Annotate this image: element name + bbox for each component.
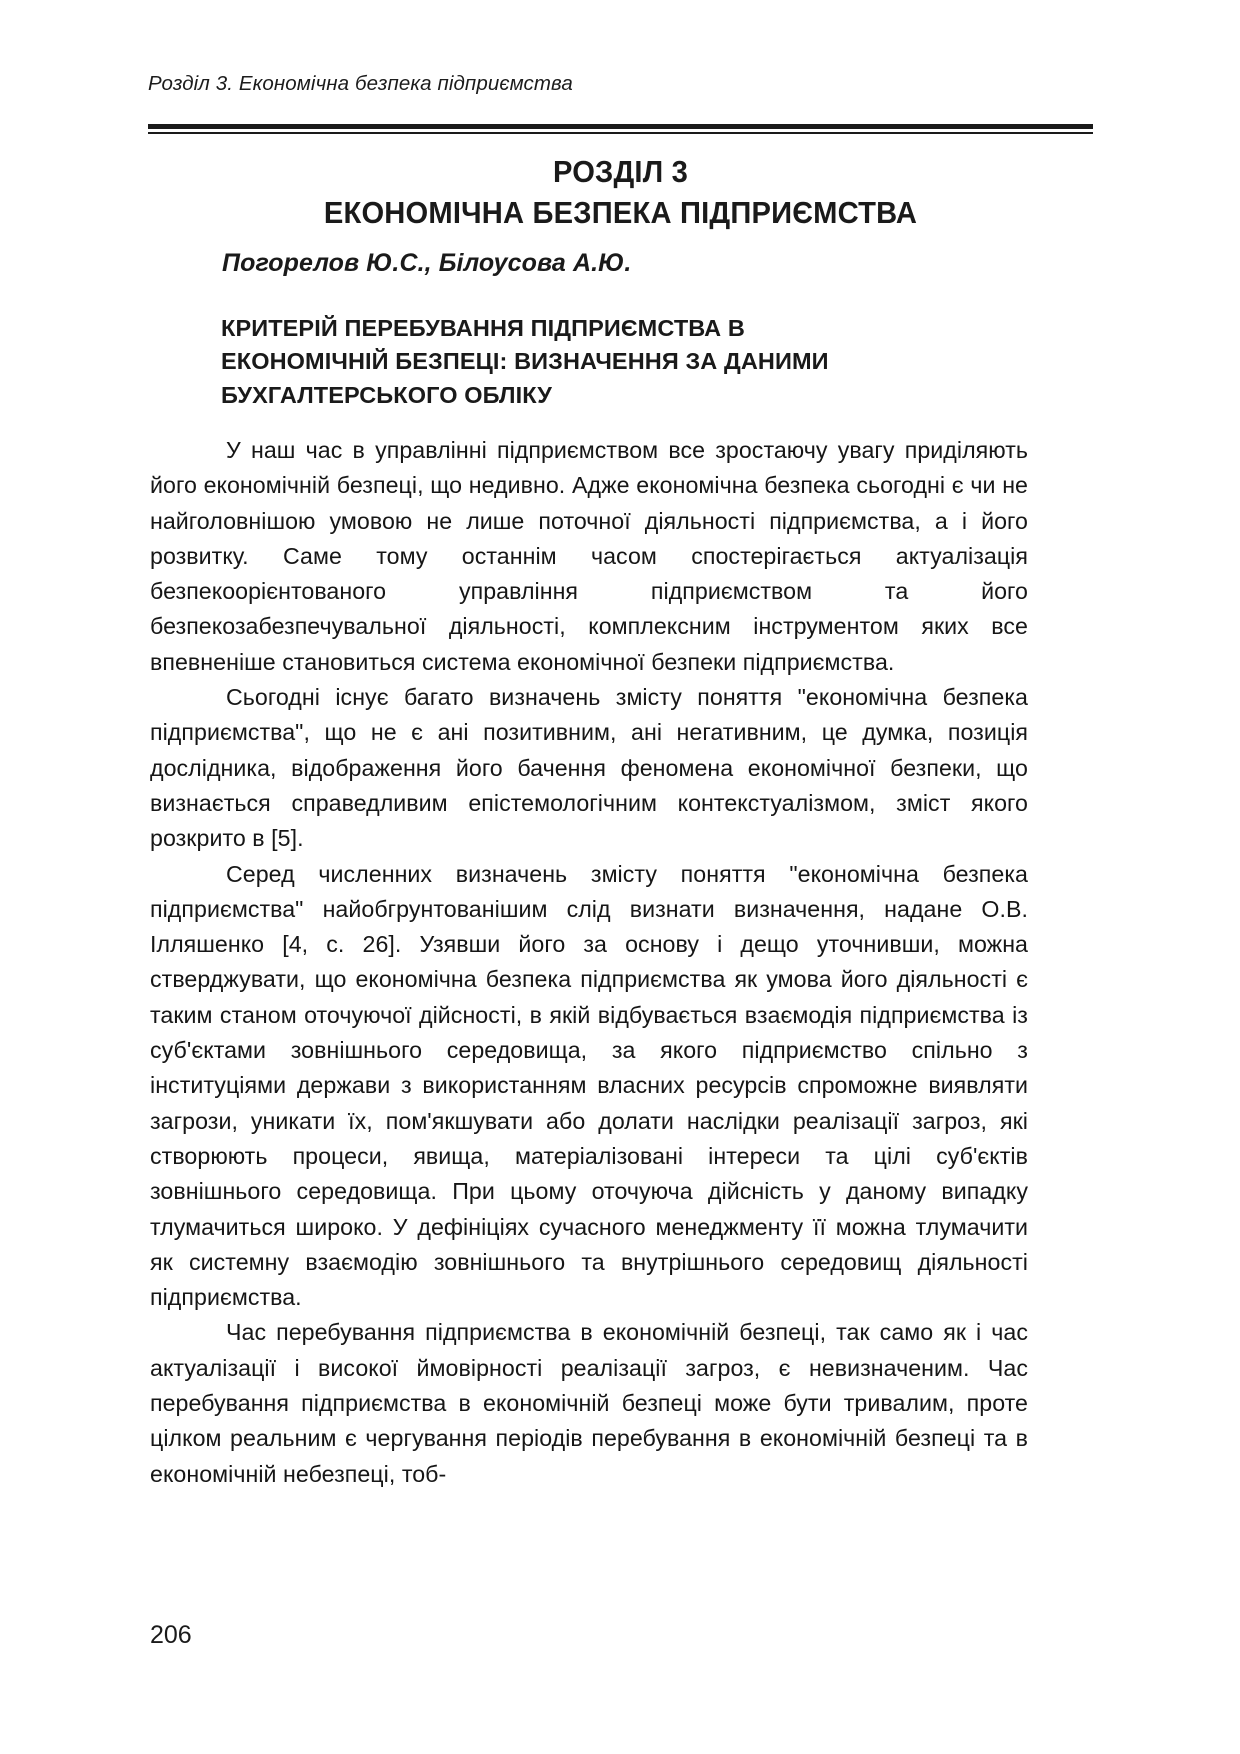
divider-thin-line — [148, 132, 1093, 134]
article-title-line-2: ЕКОНОМІЧНІЙ БЕЗПЕЦІ: ВИЗНАЧЕННЯ ЗА ДАНИМИ — [221, 348, 829, 375]
page-number: 206 — [150, 1621, 192, 1649]
body-paragraph: У наш час в управлінні підприємством все зростаючу увагу приділяють його економічній безпеці, що недивно. Адже економічна безпека сьогодні є чи не найголовнішою умовою не лише поточної діяльності підприємства, а і його розвитку. Саме тому останнім часом спостерігається актуалізація безпекоорієнтованого управління підприємством та його безпекозабезпечувальної діяльності, комплексним інструментом яких все впевненіше становиться система економічної безпеки підприємства. — [150, 437, 1028, 675]
chapter-heading-line-2: ЕКОНОМІЧНА БЕЗПЕКА ПІДПРИЄМСТВА — [323, 194, 918, 230]
article-title — [221, 312, 941, 412]
running-header: Розділ 3. Економічна безпека підприємства — [148, 72, 573, 95]
body-paragraph: Серед численних визначень змісту поняття "економічна безпека підприємства" найобгрунтованішим слід визнати визначення, надане О.В. Ілляшенко [4, с. 26]. Узявши його за основу і дещо уточнивши, можна стверджувати, що економічна безпека підприємства як умова його діяльності є таким станом оточуючої дійсності, в якій відбувається взаємодія підприємства із суб'єктами зовнішнього середовища, за якого підприємство спільно з інституціями держави з використанням власних ресурсів спроможне виявляти загрози, уникати їх, пом'якшувати або долати наслідки реалізації загроз, які створюють процеси, явища, матеріалізовані інтереси та цілі суб'єктів зовнішнього середовища. При цьому оточуюча дійсність у даному випадку тлумачиться широко. У дефініціях сучасного менеджменту її можна тлумачити як системну взаємодію зовнішнього та внутрішнього середовищ діяльності підприємства. — [150, 860, 1028, 1311]
article-title-line-3: БУХГАЛТЕРСЬКОГО ОБЛІКУ — [221, 381, 552, 408]
article-title-line-1: КРИТЕРІЙ ПЕРЕБУВАННЯ ПІДПРИЄМСТВА В — [221, 315, 745, 341]
article-body — [150, 433, 1028, 1492]
chapter-heading — [176, 152, 1064, 234]
chapter-heading-line-1: РОЗДІЛ 3 — [552, 154, 689, 189]
body-paragraph: Час перебування підприємства в економічній безпеці, так само як і час актуалізації і високої ймовірності реалізації загроз, є невизначеним. Час перебування підприємства в економічній безпеці може бути тривалим, проте цілком реальним є чергування періодів перебування в економічній безпеці та в економічній небезпеці, тоб- — [150, 1319, 1028, 1487]
body-paragraph: Сьогодні існує багато визначень змісту поняття "економічна безпека підприємства", що не є ані позитивним, ані негативним, це думка, позиція дослідника, відображення його бачення феномена економічної безпеки, що визнається справедливим епістемологічним контекстуалізмом, зміст якого розкрито в [5]. — [150, 684, 1028, 852]
authors-line: Погорелов Ю.С., Білоусова А.Ю. — [222, 249, 632, 277]
header-divider-rule — [148, 124, 1093, 134]
